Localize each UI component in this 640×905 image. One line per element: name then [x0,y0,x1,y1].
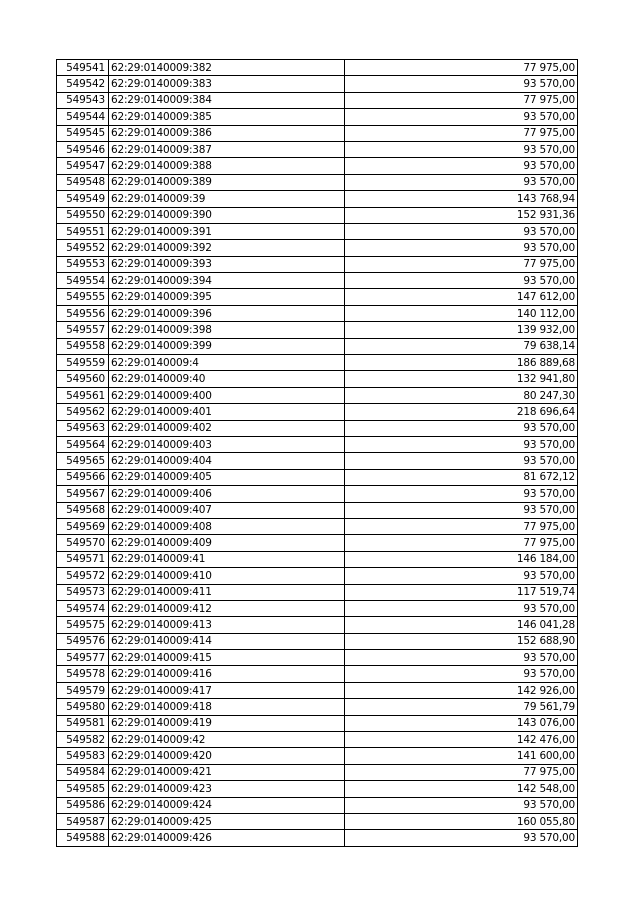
row-id-cell: 549588 [57,830,109,846]
row-id-cell: 549551 [57,223,109,239]
row-id-cell: 549545 [57,125,109,141]
table-row [57,305,578,321]
table-row [57,748,578,764]
row-id-cell: 549586 [57,797,109,813]
cadastral-value-cell: 93 570,00 [345,240,578,256]
table-row [57,650,578,666]
row-id-cell: 549555 [57,289,109,305]
table-row [57,551,578,567]
cadastral-number-cell: 62:29:0140009:396 [109,305,345,321]
cadastral-value-cell: 93 570,00 [345,797,578,813]
row-id-cell: 549548 [57,174,109,190]
table-row [57,699,578,715]
cadastral-value-cell: 77 975,00 [345,256,578,272]
cadastral-value-cell: 77 975,00 [345,60,578,76]
cadastral-number-cell: 62:29:0140009:399 [109,338,345,354]
table-row [57,764,578,780]
row-id-cell: 549570 [57,535,109,551]
row-id-cell: 549557 [57,322,109,338]
cadastral-value-cell: 152 688,90 [345,633,578,649]
cadastral-number-cell: 62:29:0140009:415 [109,650,345,666]
table-row [57,109,578,125]
table-row [57,404,578,420]
table-row [57,420,578,436]
table-row [57,568,578,584]
row-id-cell: 549575 [57,617,109,633]
cadastral-value-cell: 143 076,00 [345,715,578,731]
cadastral-number-cell: 62:29:0140009:425 [109,813,345,829]
table-row [57,273,578,289]
cadastral-number-cell: 62:29:0140009:395 [109,289,345,305]
cadastral-value-cell: 160 055,80 [345,813,578,829]
cadastral-number-cell: 62:29:0140009:383 [109,76,345,92]
cadastral-number-cell: 62:29:0140009:416 [109,666,345,682]
cadastral-value-cell: 77 975,00 [345,535,578,551]
row-id-cell: 549564 [57,436,109,452]
cadastral-number-cell: 62:29:0140009:398 [109,322,345,338]
cadastral-number-cell: 62:29:0140009:389 [109,174,345,190]
table-row [57,76,578,92]
row-id-cell: 549585 [57,781,109,797]
cadastral-value-cell: 141 600,00 [345,748,578,764]
table-row [57,830,578,846]
cadastral-number-cell: 62:29:0140009:394 [109,273,345,289]
cadastral-number-cell: 62:29:0140009:413 [109,617,345,633]
table-row [57,125,578,141]
table-row [57,453,578,469]
cadastral-value-cell: 152 931,36 [345,207,578,223]
cadastral-number-cell: 62:29:0140009:402 [109,420,345,436]
cadastral-value-cell: 132 941,80 [345,371,578,387]
cadastral-value-cell: 139 932,00 [345,322,578,338]
cadastral-number-cell: 62:29:0140009:382 [109,60,345,76]
cadastral-value-cell: 77 975,00 [345,518,578,534]
row-id-cell: 549569 [57,518,109,534]
row-id-cell: 549543 [57,92,109,108]
cadastral-value-cell: 143 768,94 [345,191,578,207]
cadastral-number-cell: 62:29:0140009:410 [109,568,345,584]
cadastral-number-cell: 62:29:0140009:405 [109,469,345,485]
row-id-cell: 549587 [57,813,109,829]
cadastral-value-cell: 93 570,00 [345,650,578,666]
cadastral-value-cell: 93 570,00 [345,109,578,125]
cadastral-number-cell: 62:29:0140009:392 [109,240,345,256]
cadastral-value-cell: 93 570,00 [345,453,578,469]
cadastral-value-cell: 142 548,00 [345,781,578,797]
cadastral-number-cell: 62:29:0140009:409 [109,535,345,551]
cadastral-number-cell: 62:29:0140009:391 [109,223,345,239]
cadastral-number-cell: 62:29:0140009:41 [109,551,345,567]
table-row [57,781,578,797]
cadastral-value-cell: 77 975,00 [345,764,578,780]
cadastral-value-cell: 93 570,00 [345,436,578,452]
cadastral-number-cell: 62:29:0140009:40 [109,371,345,387]
row-id-cell: 549560 [57,371,109,387]
cadastral-number-cell: 62:29:0140009:42 [109,732,345,748]
row-id-cell: 549544 [57,109,109,125]
row-id-cell: 549566 [57,469,109,485]
row-id-cell: 549553 [57,256,109,272]
table-row [57,732,578,748]
table-body [57,60,578,847]
table-row [57,141,578,157]
table-row [57,617,578,633]
table-row [57,535,578,551]
table-row [57,355,578,371]
cadastral-number-cell: 62:29:0140009:419 [109,715,345,731]
cadastral-value-cell: 93 570,00 [345,502,578,518]
cadastral-number-cell: 62:29:0140009:414 [109,633,345,649]
cadastral-value-cell: 93 570,00 [345,666,578,682]
cadastral-number-cell: 62:29:0140009:424 [109,797,345,813]
row-id-cell: 549578 [57,666,109,682]
row-id-cell: 549550 [57,207,109,223]
table-row [57,158,578,174]
table-row [57,322,578,338]
row-id-cell: 549549 [57,191,109,207]
cadastral-value-cell: 93 570,00 [345,273,578,289]
cadastral-number-cell: 62:29:0140009:393 [109,256,345,272]
cadastral-number-cell: 62:29:0140009:418 [109,699,345,715]
cadastral-number-cell: 62:29:0140009:388 [109,158,345,174]
cadastral-value-cell: 93 570,00 [345,76,578,92]
cadastral-value-cell: 93 570,00 [345,174,578,190]
cadastral-value-cell: 142 476,00 [345,732,578,748]
table-row [57,633,578,649]
cadastral-number-cell: 62:29:0140009:390 [109,207,345,223]
cadastral-value-table [56,59,578,847]
table-row [57,387,578,403]
cadastral-value-cell: 146 184,00 [345,551,578,567]
cadastral-number-cell: 62:29:0140009:386 [109,125,345,141]
cadastral-value-cell: 93 570,00 [345,568,578,584]
cadastral-number-cell: 62:29:0140009:417 [109,682,345,698]
row-id-cell: 549574 [57,600,109,616]
table-row [57,338,578,354]
cadastral-number-cell: 62:29:0140009:401 [109,404,345,420]
table-row [57,174,578,190]
row-id-cell: 549571 [57,551,109,567]
cadastral-number-cell: 62:29:0140009:420 [109,748,345,764]
row-id-cell: 549576 [57,633,109,649]
table-row [57,486,578,502]
row-id-cell: 549573 [57,584,109,600]
row-id-cell: 549541 [57,60,109,76]
cadastral-number-cell: 62:29:0140009:411 [109,584,345,600]
cadastral-value-cell: 81 672,12 [345,469,578,485]
cadastral-number-cell: 62:29:0140009:421 [109,764,345,780]
row-id-cell: 549542 [57,76,109,92]
table-row [57,715,578,731]
cadastral-number-cell: 62:29:0140009:407 [109,502,345,518]
row-id-cell: 549567 [57,486,109,502]
row-id-cell: 549559 [57,355,109,371]
table-row [57,600,578,616]
cadastral-value-cell: 146 041,28 [345,617,578,633]
cadastral-value-cell: 117 519,74 [345,584,578,600]
table-row [57,666,578,682]
table-row [57,289,578,305]
row-id-cell: 549554 [57,273,109,289]
table-row [57,797,578,813]
cadastral-value-cell: 93 570,00 [345,486,578,502]
cadastral-number-cell: 62:29:0140009:404 [109,453,345,469]
cadastral-value-cell: 93 570,00 [345,141,578,157]
cadastral-value-cell: 140 112,00 [345,305,578,321]
cadastral-number-cell: 62:29:0140009:408 [109,518,345,534]
cadastral-value-cell: 93 570,00 [345,830,578,846]
table-row [57,518,578,534]
table-row [57,240,578,256]
cadastral-value-cell: 77 975,00 [345,92,578,108]
row-id-cell: 549584 [57,764,109,780]
table-row [57,60,578,76]
row-id-cell: 549556 [57,305,109,321]
cadastral-value-cell: 218 696,64 [345,404,578,420]
row-id-cell: 549581 [57,715,109,731]
table-row [57,92,578,108]
cadastral-number-cell: 62:29:0140009:384 [109,92,345,108]
cadastral-number-cell: 62:29:0140009:412 [109,600,345,616]
row-id-cell: 549552 [57,240,109,256]
cadastral-value-cell: 93 570,00 [345,420,578,436]
cadastral-value-cell: 186 889,68 [345,355,578,371]
row-id-cell: 549547 [57,158,109,174]
cadastral-value-cell: 93 570,00 [345,223,578,239]
table-row [57,256,578,272]
cadastral-number-cell: 62:29:0140009:403 [109,436,345,452]
row-id-cell: 549563 [57,420,109,436]
row-id-cell: 549561 [57,387,109,403]
row-id-cell: 549579 [57,682,109,698]
cadastral-number-cell: 62:29:0140009:39 [109,191,345,207]
row-id-cell: 549546 [57,141,109,157]
row-id-cell: 549562 [57,404,109,420]
row-id-cell: 549568 [57,502,109,518]
table-row [57,436,578,452]
cadastral-number-cell: 62:29:0140009:406 [109,486,345,502]
table-row [57,207,578,223]
cadastral-number-cell: 62:29:0140009:426 [109,830,345,846]
table-row [57,502,578,518]
table-row [57,371,578,387]
cadastral-number-cell: 62:29:0140009:4 [109,355,345,371]
row-id-cell: 549572 [57,568,109,584]
row-id-cell: 549580 [57,699,109,715]
cadastral-value-cell: 79 638,14 [345,338,578,354]
row-id-cell: 549558 [57,338,109,354]
table-row [57,469,578,485]
cadastral-value-cell: 147 612,00 [345,289,578,305]
row-id-cell: 549565 [57,453,109,469]
cadastral-value-cell: 142 926,00 [345,682,578,698]
cadastral-value-cell: 80 247,30 [345,387,578,403]
cadastral-number-cell: 62:29:0140009:387 [109,141,345,157]
table-row [57,682,578,698]
cadastral-value-cell: 93 570,00 [345,158,578,174]
table-row [57,223,578,239]
cadastral-value-cell: 93 570,00 [345,600,578,616]
cadastral-value-cell: 77 975,00 [345,125,578,141]
row-id-cell: 549577 [57,650,109,666]
table-row [57,584,578,600]
table-row [57,191,578,207]
cadastral-value-cell: 79 561,79 [345,699,578,715]
cadastral-number-cell: 62:29:0140009:400 [109,387,345,403]
row-id-cell: 549582 [57,732,109,748]
table-row [57,813,578,829]
row-id-cell: 549583 [57,748,109,764]
cadastral-number-cell: 62:29:0140009:423 [109,781,345,797]
cadastral-number-cell: 62:29:0140009:385 [109,109,345,125]
